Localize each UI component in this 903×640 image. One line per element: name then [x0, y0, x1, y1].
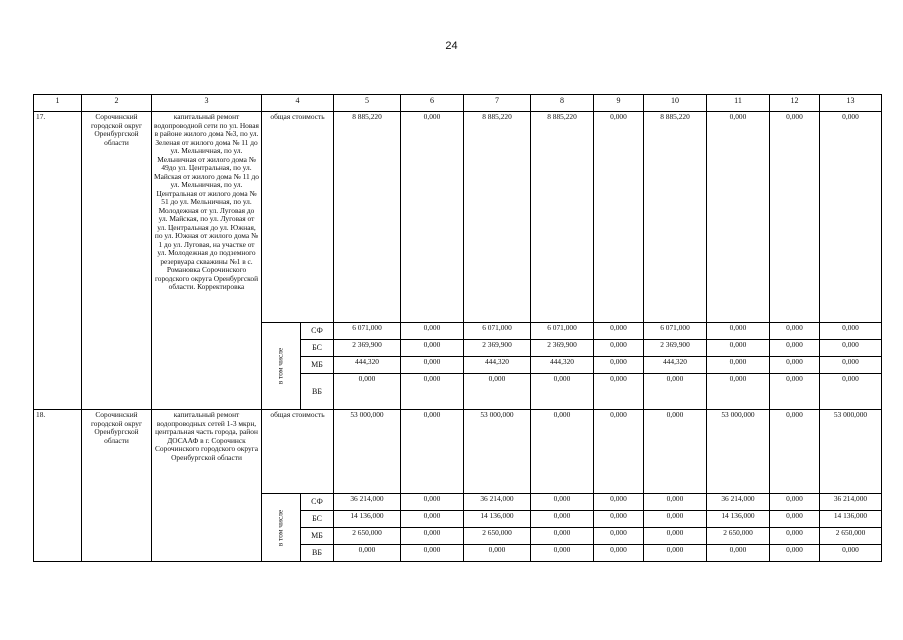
value-cell: 0,000	[594, 374, 644, 410]
header-cell: 13	[820, 95, 882, 112]
value-cell: 2 650,000	[464, 528, 531, 545]
header-cell: 8	[531, 95, 594, 112]
value-cell: 0,000	[644, 545, 707, 562]
value-cell: 0,000	[594, 528, 644, 545]
including-label	[262, 494, 301, 562]
page-number: 24	[445, 40, 458, 52]
fund-code: МБ	[301, 357, 334, 374]
value-cell: 0,000	[770, 545, 820, 562]
header-cell: 3	[152, 95, 262, 112]
value-cell: 36 214,000	[707, 494, 770, 511]
value-cell: 0,000	[644, 494, 707, 511]
value-cell: 0,000	[401, 494, 464, 511]
value-cell: 0,000	[594, 323, 644, 340]
total-label: общая стоимость	[262, 410, 334, 494]
value-cell: 2 650,000	[707, 528, 770, 545]
value-cell: 0,000	[770, 112, 820, 323]
value-cell: 2 369,900	[531, 340, 594, 357]
value-cell: 53 000,000	[464, 410, 531, 494]
value-cell: 0,000	[401, 112, 464, 323]
value-cell: 0,000	[594, 545, 644, 562]
table-row	[34, 112, 882, 323]
value-cell: 0,000	[531, 545, 594, 562]
value-cell: 0,000	[334, 374, 401, 410]
value-cell: 36 214,000	[464, 494, 531, 511]
header-cell: 1	[34, 95, 82, 112]
value-cell: 0,000	[707, 112, 770, 323]
description-cell: капитальный ремонт водопроводных сетей 1-3 мкрн, центральная часть города, район ДОСААФ в г. Сорочинск Сорочинского городского округа Оренбургской области	[152, 410, 262, 562]
value-cell: 2 369,900	[644, 340, 707, 357]
program-table	[33, 94, 882, 562]
value-cell: 0,000	[707, 374, 770, 410]
fund-code: БС	[301, 511, 334, 528]
value-cell: 0,000	[770, 528, 820, 545]
value-cell: 6 071,000	[531, 323, 594, 340]
value-cell: 53 000,000	[707, 410, 770, 494]
value-cell: 0,000	[401, 410, 464, 494]
fund-code: МБ	[301, 528, 334, 545]
value-cell: 0,000	[644, 511, 707, 528]
fund-code: ВБ	[301, 545, 334, 562]
description-cell: капитальный ремонт водопроводной сети по ул. Новая в районе жилого дома №3, по ул. Зеленая от жилого дома № 11 до ул. Мельничная, по ул. Мельничная от жилого дома № 49до ул. Центральная, по ул. Майская от жилого дома № 11 до ул. Мельничная, по ул. Центральная от жилого дома № 51 до ул. Мельничная, по ул. Молодежная от ул. Луговая до ул. Майская, по ул. Луговая от ул. Центральная до ул. Южная, по ул. Южная от жилого дома № 1 до ул. Луговая, на участке от ул. Молодежная до подземного резервуара скважины №1 в с. Романовка Сорочинского городского округа Оренбургской области. Корректировка	[152, 112, 262, 410]
value-cell: 14 136,000	[707, 511, 770, 528]
value-cell: 0,000	[770, 357, 820, 374]
value-cell: 0,000	[770, 410, 820, 494]
value-cell: 0,000	[820, 374, 882, 410]
row-number: 17.	[34, 112, 82, 410]
value-cell: 0,000	[644, 528, 707, 545]
region-cell: Сорочинский городской округ Оренбургской области	[82, 112, 152, 410]
row-number: 18.	[34, 410, 82, 562]
fund-code: ВБ	[301, 374, 334, 410]
value-cell: 0,000	[401, 511, 464, 528]
region-cell: Сорочинский городской округ Оренбургской области	[82, 410, 152, 562]
header-cell: 9	[594, 95, 644, 112]
value-cell: 0,000	[770, 323, 820, 340]
value-cell: 53 000,000	[334, 410, 401, 494]
value-cell: 0,000	[707, 357, 770, 374]
value-cell: 0,000	[644, 410, 707, 494]
value-cell: 8 885,220	[531, 112, 594, 323]
value-cell: 0,000	[770, 494, 820, 511]
value-cell: 0,000	[770, 374, 820, 410]
total-label: общая стоимость	[262, 112, 334, 323]
value-cell: 0,000	[531, 511, 594, 528]
value-cell: 6 071,000	[644, 323, 707, 340]
value-cell: 0,000	[401, 545, 464, 562]
value-cell: 36 214,000	[334, 494, 401, 511]
value-cell: 0,000	[401, 340, 464, 357]
header-cell: 2	[82, 95, 152, 112]
header-row	[34, 95, 882, 112]
value-cell: 14 136,000	[334, 511, 401, 528]
value-cell: 444,320	[464, 357, 531, 374]
value-cell: 0,000	[707, 323, 770, 340]
fund-code: СФ	[301, 494, 334, 511]
table-row	[34, 410, 882, 494]
value-cell: 0,000	[820, 340, 882, 357]
value-cell: 0,000	[770, 511, 820, 528]
value-cell: 0,000	[707, 340, 770, 357]
value-cell: 0,000	[334, 545, 401, 562]
value-cell: 0,000	[464, 545, 531, 562]
value-cell: 8 885,220	[644, 112, 707, 323]
value-cell: 6 071,000	[464, 323, 531, 340]
including-label-text: в том числе	[275, 347, 285, 385]
value-cell: 0,000	[594, 410, 644, 494]
value-cell: 0,000	[820, 357, 882, 374]
value-cell: 0,000	[770, 340, 820, 357]
including-label-text: в том числе	[275, 509, 285, 546]
value-cell: 14 136,000	[820, 511, 882, 528]
value-cell: 0,000	[820, 323, 882, 340]
header-cell: 6	[401, 95, 464, 112]
value-cell: 444,320	[334, 357, 401, 374]
value-cell: 0,000	[644, 374, 707, 410]
value-cell: 444,320	[531, 357, 594, 374]
value-cell: 0,000	[401, 357, 464, 374]
value-cell: 2 650,000	[334, 528, 401, 545]
value-cell: 0,000	[401, 374, 464, 410]
value-cell: 0,000	[594, 511, 644, 528]
value-cell: 0,000	[707, 545, 770, 562]
header-cell: 5	[334, 95, 401, 112]
value-cell: 2 369,900	[464, 340, 531, 357]
value-cell: 0,000	[594, 112, 644, 323]
fund-code: БС	[301, 340, 334, 357]
value-cell: 53 000,000	[820, 410, 882, 494]
value-cell: 0,000	[531, 528, 594, 545]
value-cell: 0,000	[594, 357, 644, 374]
value-cell: 0,000	[401, 323, 464, 340]
header-cell: 7	[464, 95, 531, 112]
header-cell: 12	[770, 95, 820, 112]
value-cell: 0,000	[594, 494, 644, 511]
including-label	[262, 323, 301, 410]
value-cell: 0,000	[594, 340, 644, 357]
value-cell: 0,000	[531, 494, 594, 511]
value-cell: 8 885,220	[464, 112, 531, 323]
value-cell: 2 369,900	[334, 340, 401, 357]
value-cell: 0,000	[820, 545, 882, 562]
value-cell: 0,000	[531, 410, 594, 494]
header-cell: 11	[707, 95, 770, 112]
value-cell: 0,000	[401, 528, 464, 545]
header-cell: 4	[262, 95, 334, 112]
value-cell: 0,000	[820, 112, 882, 323]
value-cell: 444,320	[644, 357, 707, 374]
value-cell: 6 071,000	[334, 323, 401, 340]
value-cell: 36 214,000	[820, 494, 882, 511]
value-cell: 2 650,000	[820, 528, 882, 545]
fund-code: СФ	[301, 323, 334, 340]
value-cell: 8 885,220	[334, 112, 401, 323]
header-cell: 10	[644, 95, 707, 112]
value-cell: 0,000	[464, 374, 531, 410]
value-cell: 0,000	[531, 374, 594, 410]
value-cell: 14 136,000	[464, 511, 531, 528]
